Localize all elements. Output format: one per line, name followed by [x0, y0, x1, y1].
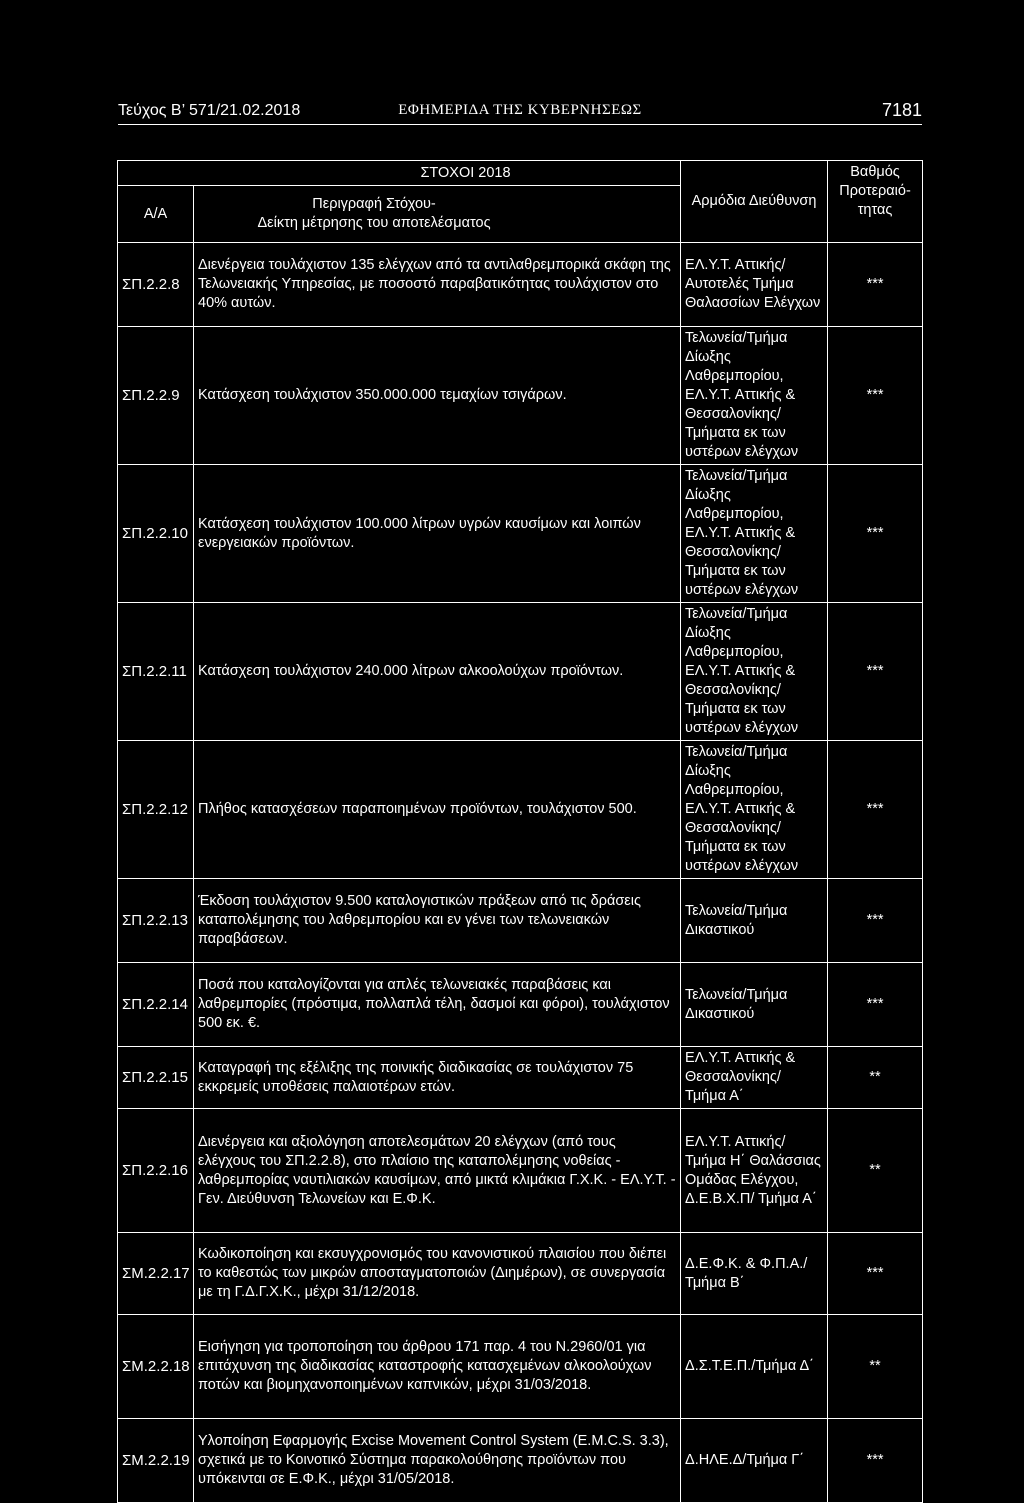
- goal-id: ΣΠ.2.2.9: [118, 327, 194, 465]
- goals-title-cell: [118, 161, 681, 186]
- goal-id: ΣΠ.2.2.8: [118, 243, 194, 327]
- table-row: [118, 879, 923, 963]
- priority-rating: ***: [828, 879, 923, 963]
- col-desc-header: [194, 186, 681, 243]
- responsible-directorate: Τελωνεία/Τμήμα Δίωξης Λαθρεμπορίου, ΕΛ.Υ.Τ. Αττικής & Θεσσαλονίκης/Τμήματα εκ των υστέρων ελέγχων: [681, 465, 828, 603]
- table-row: [118, 1109, 923, 1233]
- goals-table: [117, 160, 923, 1503]
- responsible-directorate: Τελωνεία/Τμήμα Δικαστικού: [681, 879, 828, 963]
- issue-number: Τεύχος Β’ 571/21.02.2018: [118, 102, 301, 119]
- col-prio-line2: Προτεραιό-: [839, 183, 911, 199]
- col-id-label: Α/Α: [143, 205, 168, 222]
- goal-id: ΣΜ.2.2.18: [118, 1315, 194, 1419]
- responsible-directorate: Τελωνεία/Τμήμα Δίωξης Λαθρεμπορίου, ΕΛ.Υ.Τ. Αττικής & Θεσσαλονίκης/Τμήματα εκ των υστέρων ελέγχων: [681, 603, 828, 741]
- page-header: [118, 100, 922, 125]
- goal-description: Καταγραφή της εξέλιξης της ποινικής διαδικασίας σε τουλάχιστον 75 εκκρεμείς υποθέσεις παλαιοτέρων ετών.: [194, 1047, 681, 1109]
- responsible-directorate: ΕΛ.Υ.Τ. Αττικής/Τμήμα Η΄ Θαλάσσιας Ομάδας Ελέγχου, Δ.Ε.Β.Χ.Π/ Τμήμα Α΄: [681, 1109, 828, 1233]
- priority-rating: **: [828, 1047, 923, 1109]
- responsible-directorate: ΕΛ.Υ.Τ. Αττικής & Θεσσαλονίκης/ Τμήμα Α΄: [681, 1047, 828, 1109]
- table-row: [118, 327, 923, 465]
- goal-description: Διενέργεια και αξιολόγηση αποτελεσμάτων 20 ελέγχων (από τους ελέγχους του ΣΠ.2.2.8), στο πλαίσιο της καταπολέμησης νοθείας - λαθρεμπορίας ναυτιλιακών καυσίμων, από μικτά κλιμάκια Γ.Χ.Κ. - ΕΛ.Υ.Τ. - Γεν. Διεύθυνση Τελωνείων και Ε.Φ.Κ.: [194, 1109, 681, 1233]
- goal-id: ΣΠ.2.2.10: [118, 465, 194, 603]
- goal-description: Εισήγηση για τροποποίηση του άρθρου 171 παρ. 4 του Ν.2960/01 για επιτάχυνση της διαδικασίας καταστροφής κατασχεμένων αλκοολούχων ποτών και βιομηχανοποιημένων καπνικών, μέχρι 31/03/2018.: [194, 1315, 681, 1419]
- table-row: [118, 1419, 923, 1503]
- col-id-header: [118, 186, 194, 243]
- goals-title-row: [118, 161, 923, 186]
- goal-description: Πλήθος κατασχέσεων παραποιημένων προϊόντων, τουλάχιστον 500.: [194, 741, 681, 879]
- responsible-directorate: Δ.ΗΛΕ.Δ/Τμήμα Γ΄: [681, 1419, 828, 1503]
- goal-id: ΣΠ.2.2.12: [118, 741, 194, 879]
- responsible-directorate: Δ.Σ.Τ.Ε.Π./Τμήμα Δ΄: [681, 1315, 828, 1419]
- goal-id: ΣΠ.2.2.11: [118, 603, 194, 741]
- priority-rating: ***: [828, 1233, 923, 1315]
- table-row: [118, 243, 923, 327]
- goal-description: Κατάσχεση τουλάχιστον 350.000.000 τεμαχίων τσιγάρων.: [194, 327, 681, 465]
- col-dir-label: Αρμόδια Διεύθυνση: [691, 193, 817, 209]
- col-desc-line2: Δείκτη μέτρησης του αποτελέσματος: [257, 215, 491, 231]
- table-row: [118, 1233, 923, 1315]
- col-prio-header: [828, 161, 923, 243]
- goal-description: Κατάσχεση τουλάχιστον 240.000 λίτρων αλκοολούχων προϊόντων.: [194, 603, 681, 741]
- goal-id: ΣΜ.2.2.17: [118, 1233, 194, 1315]
- table-row: [118, 741, 923, 879]
- priority-rating: ***: [828, 603, 923, 741]
- priority-rating: ***: [828, 243, 923, 327]
- table-row: [118, 963, 923, 1047]
- priority-rating: ***: [828, 327, 923, 465]
- gazette-title: ΕΦΗΜΕΡΙΔΑ ΤΗΣ ΚΥΒΕΡΝΗΣΕΩΣ: [398, 102, 642, 118]
- col-prio-line1: Βαθμός: [850, 164, 900, 180]
- goal-description: Κωδικοποίηση και εκσυγχρονισμός του κανονιστικού πλαισίου που διέπει το καθεστώς των μικρών αποσταγματοποιών (Διημέρων), σε συνεργασία με τη Γ.Δ.Γ.Χ.Κ., μέχρι 31/12/2018.: [194, 1233, 681, 1315]
- table-row: [118, 1047, 923, 1109]
- goal-id: ΣΠ.2.2.14: [118, 963, 194, 1047]
- page-number: 7181: [881, 100, 922, 120]
- priority-rating: ***: [828, 465, 923, 603]
- goal-id: ΣΠ.2.2.13: [118, 879, 194, 963]
- col-desc-line1: Περιγραφή Στόχου-: [312, 196, 436, 212]
- goal-description: Υλοποίηση Εφαρμογής Excise Movement Control System (E.M.C.S. 3.3), σχετικά με το Κοινοτικό Σύστημα παρακολούθησης προϊόντων που υπόκεινται σε Ε.Φ.Κ., μέχρι 31/05/2018.: [194, 1419, 681, 1503]
- priority-rating: **: [828, 1315, 923, 1419]
- priority-rating: ***: [828, 963, 923, 1047]
- responsible-directorate: ΕΛ.Υ.Τ. Αττικής/Αυτοτελές Τμήμα Θαλασσίων Ελέγχων: [681, 243, 828, 327]
- col-dir-header: [681, 161, 828, 243]
- goals-title: ΣΤΟΧΟΙ 2018: [420, 164, 511, 181]
- priority-rating: ***: [828, 1419, 923, 1503]
- goal-description: Κατάσχεση τουλάχιστον 100.000 λίτρων υγρών καυσίμων και λοιπών ενεργειακών προϊόντων.: [194, 465, 681, 603]
- priority-rating: ***: [828, 741, 923, 879]
- table-row: [118, 1315, 923, 1419]
- table-row: [118, 465, 923, 603]
- goal-id: ΣΠ.2.2.16: [118, 1109, 194, 1233]
- table-row: [118, 603, 923, 741]
- priority-rating: **: [828, 1109, 923, 1233]
- responsible-directorate: Τελωνεία/Τμήμα Δίωξης Λαθρεμπορίου, ΕΛ.Υ.Τ. Αττικής & Θεσσαλονίκης/Τμήματα εκ των υστέρων ελέγχων: [681, 327, 828, 465]
- goal-description: Έκδοση τουλάχιστον 9.500 καταλογιστικών πράξεων από τις δράσεις καταπολέμησης του λαθρεμπορίου και εν γένει των τελωνειακών παραβάσεων.: [194, 879, 681, 963]
- responsible-directorate: Τελωνεία/Τμήμα Δίωξης Λαθρεμπορίου, ΕΛ.Υ.Τ. Αττικής & Θεσσαλονίκης/Τμήματα εκ των υστέρων ελέγχων: [681, 741, 828, 879]
- goal-description: Διενέργεια τουλάχιστον 135 ελέγχων από τα αντιλαθρεμπορικά σκάφη της Τελωνειακής Υπηρεσίας, με ποσοστό παραβατικότητας τουλάχιστον στο 40% αυτών.: [194, 243, 681, 327]
- goal-id: ΣΜ.2.2.19: [118, 1419, 194, 1503]
- responsible-directorate: Δ.Ε.Φ.Κ. & Φ.Π.Α./Τμήμα Β΄: [681, 1233, 828, 1315]
- col-prio-line3: τητας: [857, 202, 893, 218]
- goal-id: ΣΠ.2.2.15: [118, 1047, 194, 1109]
- goal-description: Ποσά που καταλογίζονται για απλές τελωνειακές παραβάσεις και λαθρεμπορίες (πρόστιμα, πολλαπλά τέλη, δασμοί και φόροι), τουλάχιστον 500 εκ. €.: [194, 963, 681, 1047]
- responsible-directorate: Τελωνεία/Τμήμα Δικαστικού: [681, 963, 828, 1047]
